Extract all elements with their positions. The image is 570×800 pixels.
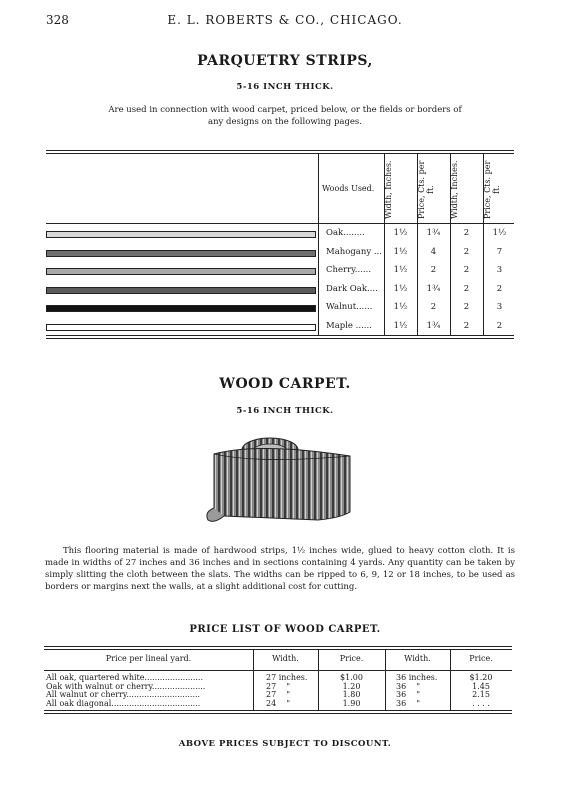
price-header-item: Price per lineal yard. xyxy=(105,654,192,663)
price-item: All walnut or cherry............................. xyxy=(46,690,201,699)
cell-price-1: 1¾ xyxy=(426,228,441,238)
price-list-table xyxy=(44,646,512,716)
wood-name: Dark Oak.... xyxy=(326,283,378,294)
price-cell-price-2: . . . . xyxy=(472,698,490,708)
header-width-1: Width, Inches. xyxy=(384,160,393,219)
parquetry-title: PARQUETRY STRIPS, xyxy=(197,53,373,69)
parquetry-intro: Are used in connection with wood carpet, priced below, or the fields or borders of any designs on the following pages. xyxy=(108,105,462,127)
cell-width-2: 2 xyxy=(463,265,470,275)
wood-strip-sample xyxy=(46,231,316,238)
price-cell-width-2: 36 " xyxy=(396,681,421,691)
price-header-width-2: Width. xyxy=(404,654,431,663)
wood-strip-sample xyxy=(46,250,316,257)
wood-name: Cherry...... xyxy=(326,265,372,275)
wood-strip-sample xyxy=(46,287,316,294)
running-head: E. L. ROBERTS & CO., CHICAGO. xyxy=(167,13,403,27)
discount-note: ABOVE PRICES SUBJECT TO DISCOUNT. xyxy=(178,739,392,749)
cell-width-2: 2 xyxy=(463,228,470,238)
cell-width-2: 2 xyxy=(463,246,470,257)
cell-price-1: 1¾ xyxy=(426,320,441,331)
header-woods-used: Woods Used. xyxy=(322,184,375,193)
wood-carpet-description: This flooring material is made of hardwood strips, 1½ inches wide, glued to heavy cotton cloth. It is made in widths of 27 inches and 36 inches and in sections containing 4 yards. Any quantity can be taken by simply slitting the cloth between the slats. The widths can be ripped to 6, 9, 12 or 18 inches, to be used as borders or margins next the walls, at a slight additional cost for cutting. xyxy=(45,546,515,592)
cell-price-2: 2 xyxy=(496,320,503,331)
cell-price-1: 1¾ xyxy=(426,283,441,294)
wood-name: Oak........ xyxy=(326,228,365,238)
price-header-price-1: Price. xyxy=(339,654,364,663)
price-cell-width-1: 27 inches. xyxy=(266,673,308,682)
cell-width-1: 1½ xyxy=(393,320,408,331)
price-cell-width-2: 36 " xyxy=(396,690,421,699)
wood-name: Mahogany ... xyxy=(326,246,382,257)
parquetry-subtitle: 5-16 INCH THICK. xyxy=(236,82,334,92)
price-item: Oak with walnut or cherry..................... xyxy=(46,681,206,691)
cell-width-1: 1½ xyxy=(393,228,408,238)
cell-price-1: 4 xyxy=(430,246,437,257)
price-item: All oak diagonal................................... xyxy=(46,698,201,708)
cell-price-2: 3 xyxy=(496,265,503,275)
cell-width-1: 1½ xyxy=(393,302,408,312)
price-header-width-1: Width. xyxy=(272,654,299,663)
price-cell-price-1: $1.00 xyxy=(340,673,363,682)
header-width-2: Width, Inches. xyxy=(450,160,459,219)
wood-strip-sample xyxy=(46,324,316,331)
wood-strip-sample xyxy=(46,305,316,312)
cell-width-1: 1½ xyxy=(393,265,408,275)
cell-price-2: 1½ xyxy=(492,228,507,238)
price-cell-price-2: 1.45 xyxy=(472,681,490,691)
header-price-2: Price, Cts. per ft. xyxy=(483,160,501,219)
parquetry-table xyxy=(46,150,514,340)
cell-price-1: 2 xyxy=(430,265,437,275)
wood-strip-sample xyxy=(46,268,316,275)
price-list-title: PRICE LIST OF WOOD CARPET. xyxy=(189,624,381,635)
cell-width-1: 1½ xyxy=(393,283,408,294)
price-cell-width-2: 36 " xyxy=(396,698,421,708)
wood-name: Walnut...... xyxy=(326,302,373,312)
cell-price-2: 7 xyxy=(496,246,503,257)
cell-price-2: 3 xyxy=(496,302,503,312)
wood-carpet-title: WOOD CARPET. xyxy=(219,376,351,392)
price-cell-price-1: 1.90 xyxy=(342,698,361,708)
cell-width-1: 1½ xyxy=(393,246,408,257)
cell-price-2: 2 xyxy=(496,283,503,294)
price-header-price-2: Price. xyxy=(469,654,493,663)
wood-name: Maple ...... xyxy=(326,320,372,331)
price-cell-price-2: $1.20 xyxy=(469,673,493,682)
wood-carpet-roll-illustration xyxy=(200,428,360,538)
page-number: 328 xyxy=(46,13,69,27)
cell-width-2: 2 xyxy=(463,283,470,294)
wood-carpet-subtitle: 5-16 INCH THICK. xyxy=(236,406,334,416)
cell-price-1: 2 xyxy=(430,302,437,312)
price-cell-width-1: 27 " xyxy=(266,690,291,699)
cell-width-2: 2 xyxy=(463,320,470,331)
price-cell-price-2: 2.15 xyxy=(472,690,490,699)
cell-width-2: 2 xyxy=(463,302,470,312)
price-item: All oak, quartered white....................... xyxy=(46,673,203,682)
price-cell-price-1: 1.80 xyxy=(342,690,361,699)
price-cell-width-2: 36 inches. xyxy=(396,673,438,682)
price-cell-width-1: 24 " xyxy=(266,698,291,708)
price-cell-price-1: 1.20 xyxy=(342,681,361,691)
header-price-1: Price, Cts. per ft. xyxy=(417,160,435,219)
price-cell-width-1: 27 " xyxy=(266,681,291,691)
